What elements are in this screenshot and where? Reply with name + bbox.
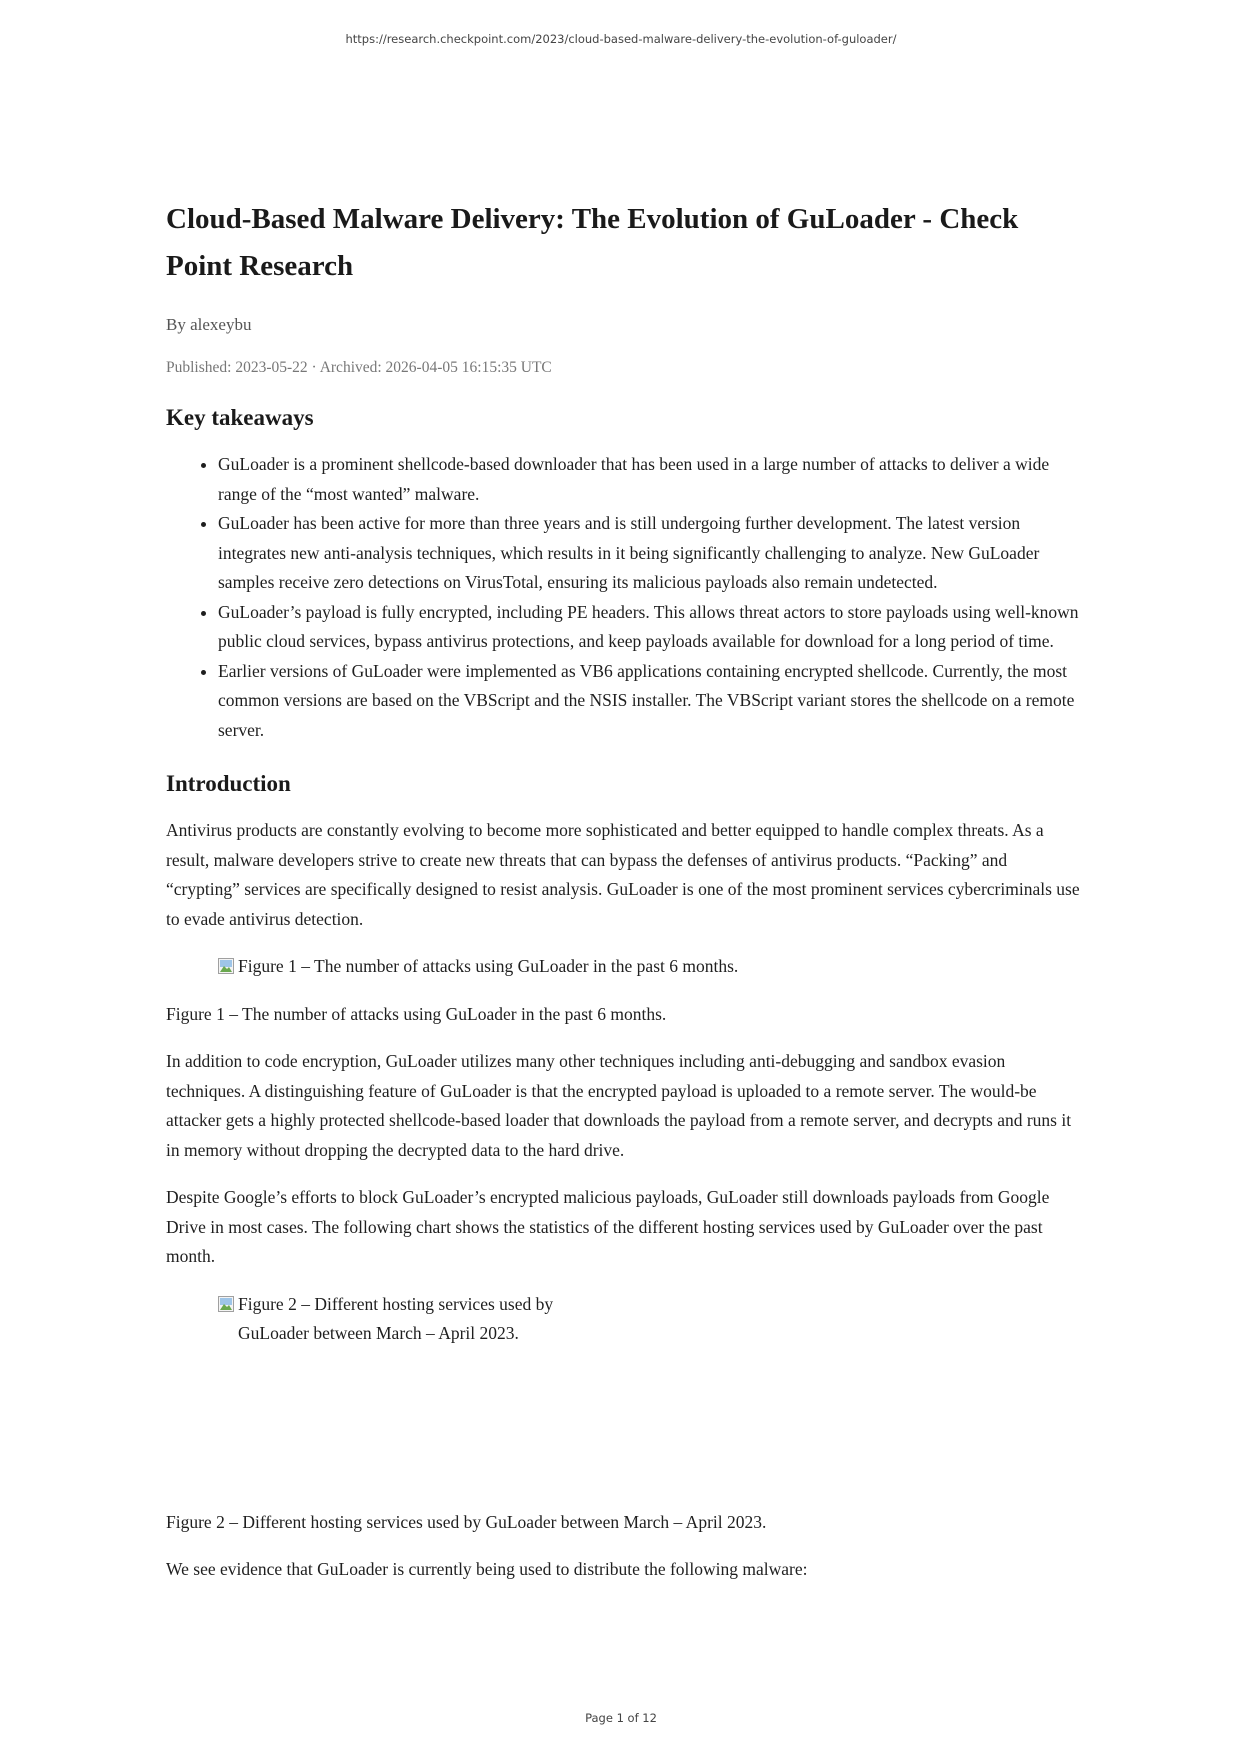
figure-1-alt-text: Figure 1 – The number of attacks using GuLoader in the past 6 months.: [238, 956, 739, 976]
article-byline: By alexeybu: [166, 315, 252, 334]
intro-paragraph-3: Despite Google’s efforts to block GuLoader’s encrypted malicious payloads, GuLoader still downloads payloads from Google Drive in most cases. The following chart shows the statistics of the different hosting services used by GuLoader over the past month.: [166, 1187, 1050, 1266]
key-takeaways-heading: Key takeaways: [166, 405, 314, 430]
article-dates: Published: 2023-05-22 · Archived: 2026-04-05 16:15:35 UTC: [166, 359, 552, 376]
page-number-footer: Page 1 of 12: [585, 1711, 657, 1725]
broken-image-icon: [218, 1296, 234, 1312]
page-url-header: https://research.checkpoint.com/2023/cloud-based-malware-delivery-the-evolution-of-guloader/: [345, 32, 897, 46]
intro-paragraph-4: We see evidence that GuLoader is currently being used to distribute the following malware:: [166, 1559, 808, 1579]
figure-2-caption: Figure 2 – Different hosting services used by GuLoader between March – April 2023.: [166, 1511, 767, 1532]
intro-paragraph-1: Antivirus products are constantly evolving to become more sophisticated and better equipped to handle complex threats. As a result, malware developers strive to create new threats that can bypass the defenses of antivirus products. “Packing” and “crypting” services are specifically designed to resist analysis. GuLoader is one of the most prominent services cybercriminals use to evade antivirus detection.: [166, 820, 1080, 929]
article-title: Cloud-Based Malware Delivery: The Evolution of GuLoader - Check Point Research: [166, 203, 1019, 282]
figure-2-image: [218, 1290, 578, 1490]
article-content: [166, 196, 1080, 1603]
list-item: • GuLoader’s payload is fully encrypted, including PE headers. This allows threat actors to store payloads using well-known public cloud services, bypass antivirus protections, and keep payloads available for download for a long period of time.: [218, 598, 1080, 657]
key-takeaways-list: [166, 450, 1080, 745]
broken-image-icon: [218, 958, 234, 974]
introduction-heading: Introduction: [166, 771, 291, 796]
figure-1-image: [218, 952, 1080, 982]
list-item: • Earlier versions of GuLoader were implemented as VB6 applications containing encrypted shellcode. Currently, the most common versions are based on the VBScript and the NSIS installer. The VBScript variant stores the shellcode on a remote server.: [218, 657, 1080, 746]
list-item: • GuLoader has been active for more than three years and is still undergoing further development. The latest version integrates new anti-analysis techniques, which results in it being significantly challenging to analyze. New GuLoader samples receive zero detections on VirusTotal, ensuring its malicious payloads also remain undetected.: [218, 509, 1080, 598]
figure-2-alt-text: Figure 2 – Different hosting services used by GuLoader between March – April 2023.: [238, 1293, 554, 1343]
intro-paragraph-2: In addition to code encryption, GuLoader utilizes many other techniques including anti-debugging and sandbox evasion techniques. A distinguishing feature of GuLoader is that the encrypted payload is uploaded to a remote server. The would-be attacker gets a highly protected shellcode-based loader that downloads the payload from a remote server, and decrypts and runs it in memory without dropping the decrypted data to the hard drive.: [166, 1051, 1072, 1160]
figure-1-caption: Figure 1 – The number of attacks using GuLoader in the past 6 months.: [166, 1003, 667, 1024]
list-item: • GuLoader is a prominent shellcode-based downloader that has been used in a large number of attacks to deliver a wide range of the “most wanted” malware.: [218, 450, 1080, 509]
